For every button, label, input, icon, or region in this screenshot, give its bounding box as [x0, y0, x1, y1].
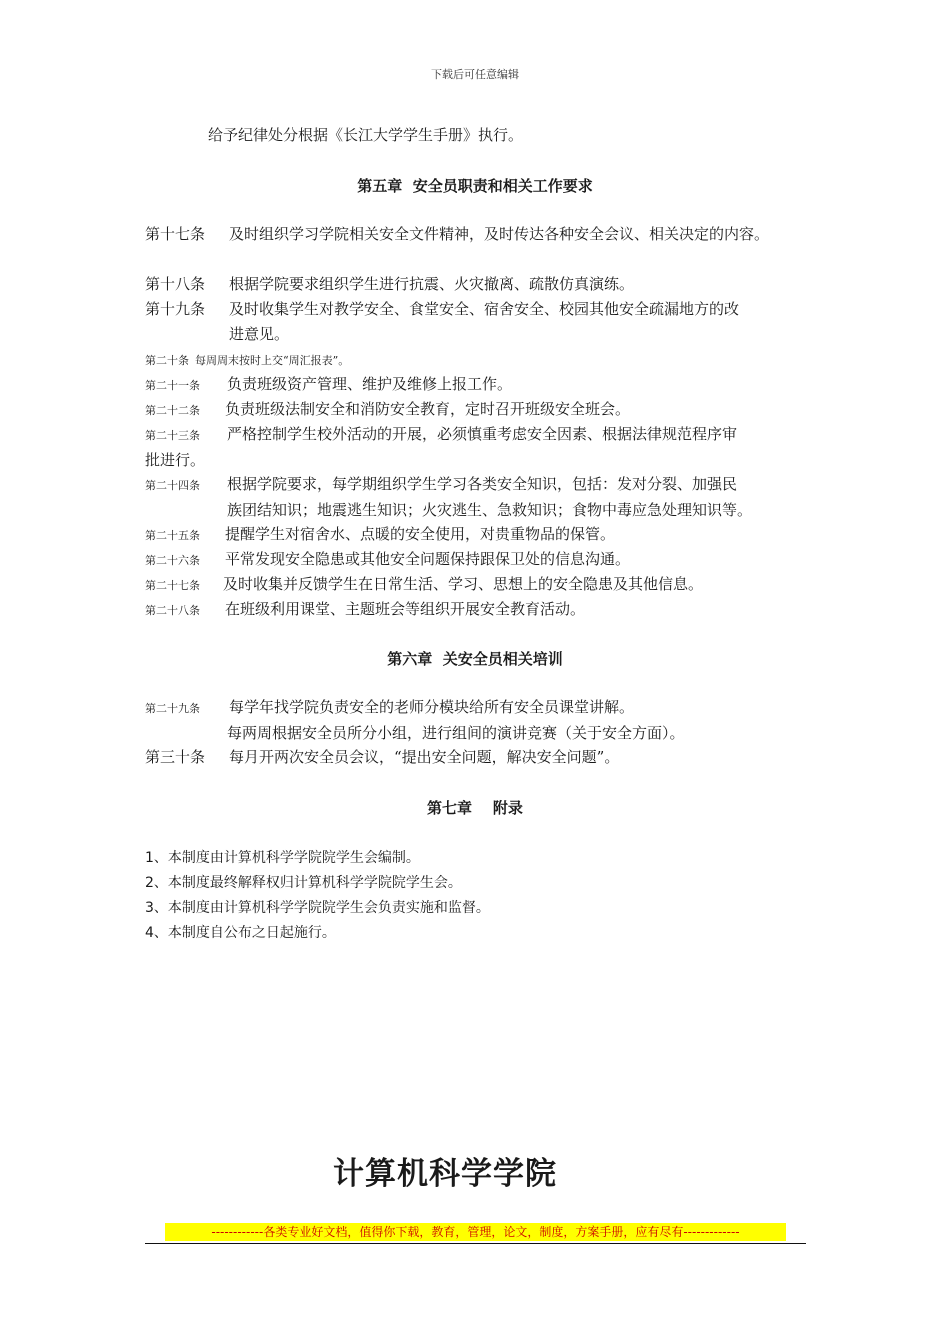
article-18	[145, 272, 815, 297]
article-21	[145, 372, 815, 398]
article-20	[145, 347, 815, 373]
article-text: 及时组织学习学院相关安全文件精神，及时传达各种安全会议、相关决定的内容。	[229, 225, 770, 243]
appendix-item-3: 3、本制度由计算机科学学院院学生会负责实施和监督。	[145, 900, 490, 916]
article-text: 每周周末按时上交“周汇报表”。	[195, 354, 350, 367]
footer-divider	[145, 1243, 806, 1244]
article-label: 第二十条	[145, 354, 189, 367]
article-text: 每学年找学院负责安全的老师分模块给所有安全员课堂讲解。	[229, 698, 635, 716]
article-27	[145, 572, 815, 598]
chapter-6-title: 第六章 关安全员相关培训	[387, 650, 563, 668]
article-text: 每月开两次安全员会议，“提出安全问题，解决安全问题”。	[229, 748, 620, 766]
article-text: 根据学院要求组织学生进行抗震、火灾撤离、疏散仿真演练。	[229, 275, 635, 293]
article-text: 平常发现安全隐患或其他安全问题保持跟保卫处的信息沟通。	[225, 550, 631, 568]
article-23	[145, 422, 815, 473]
article-continuation: 批进行。	[145, 451, 206, 469]
article-30	[145, 745, 815, 770]
chapter-7-title: 第七章 附录	[427, 799, 523, 817]
footer-college-title: 计算机科学学院	[333, 1156, 557, 1192]
article-text: 及时收集学生对教学安全、食堂安全、宿舍安全、校园其他安全疏漏地方的改	[229, 300, 740, 318]
article-label: 第二十四条	[145, 479, 200, 492]
article-text: 及时收集并反馈学生在日常生活、学习、思想上的安全隐患及其他信息。	[223, 575, 704, 593]
appendix-item-2: 2、本制度最终解释权归计算机科学学院院学生会。	[145, 875, 462, 891]
article-text: 负责班级法制安全和消防安全教育，定时召开班级安全班会。	[225, 400, 631, 418]
article-28	[145, 597, 815, 623]
article-17	[145, 222, 815, 247]
article-label: 第十七条	[145, 225, 206, 243]
page-header: 下载后可任意编辑	[431, 68, 519, 81]
chapter-5-title: 第五章 安全员职责和相关工作要求	[357, 177, 593, 195]
article-label: 第三十条	[145, 748, 206, 766]
article-29	[145, 695, 815, 746]
article-label: 第十八条	[145, 275, 206, 293]
article-25	[145, 522, 815, 548]
article-text: 在班级利用课堂、主题班会等组织开展安全教育活动。	[225, 600, 586, 618]
article-text: 根据学院要求，每学期组织学生学习各类安全知识，包括：发对分裂、加强民	[227, 475, 738, 493]
article-label: 第十九条	[145, 300, 206, 318]
article-label: 第二十五条	[145, 529, 200, 542]
article-label: 第二十八条	[145, 604, 200, 617]
appendix-item-4: 4、本制度自公布之日起施行。	[145, 925, 336, 941]
article-label: 第二十七条	[145, 579, 200, 592]
article-continuation: 进意见。	[229, 325, 290, 343]
article-label: 第二十九条	[145, 702, 200, 715]
article-label: 第二十一条	[145, 379, 200, 392]
article-label: 第二十二条	[145, 404, 200, 417]
article-19	[145, 297, 815, 347]
article-continuation: 每两周根据安全员所分小组，进行组间的演讲竞赛（关于安全方面）。	[227, 724, 685, 742]
article-label: 第二十三条	[145, 429, 200, 442]
article-26	[145, 547, 815, 573]
article-text: 严格控制学生校外活动的开展，必须慎重考虑安全因素、根据法律规范程序审	[227, 425, 738, 443]
article-label: 第二十六条	[145, 554, 200, 567]
article-text: 负责班级资产管理、维护及维修上报工作。	[227, 375, 513, 393]
article-text: 提醒学生对宿舍水、点暖的安全使用，对贵重物品的保管。	[225, 525, 616, 543]
article-22	[145, 397, 815, 423]
article-continuation: 族团结知识；地震逃生知识；火灾逃生、急救知识；食物中毒应急处理知识等。	[227, 501, 753, 519]
intro-line: 给予纪律处分根据《长江大学学生手册》执行。	[208, 126, 524, 144]
appendix-item-1: 1、本制度由计算机科学学院院学生会编制。	[145, 850, 420, 866]
footer-banner: ------------各类专业好文档，值得你下载，教育，管理，论文，制度，方案手册，应有尽有-------------	[165, 1223, 786, 1241]
article-24	[145, 472, 815, 523]
